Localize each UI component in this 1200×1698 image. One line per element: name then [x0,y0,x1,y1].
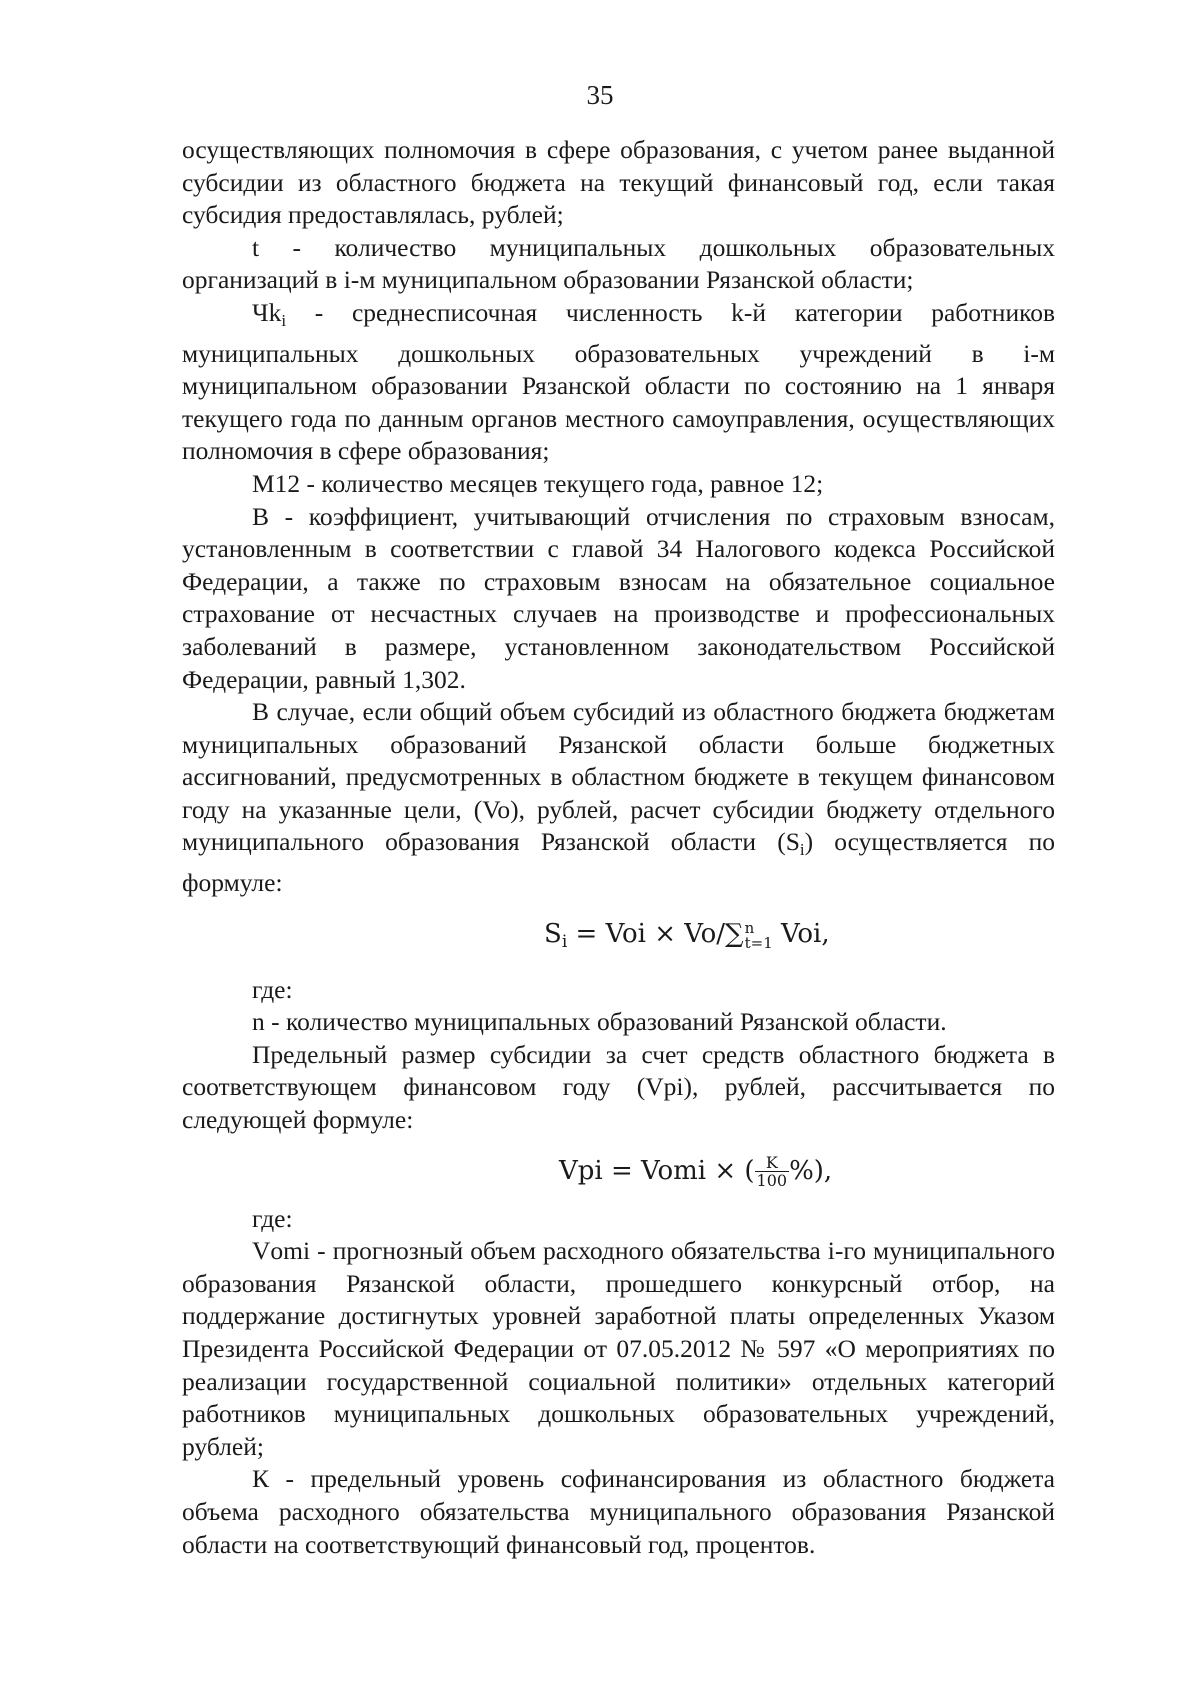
fraction-denominator: 100 [756,1171,788,1191]
formula-1-lhs-subscript: i [561,931,568,952]
paragraph-subsidy-case [182,696,1055,900]
sum-limits [744,918,773,952]
paragraph-m12-definition: М12 - количество месяцев текущего года, равное 12; [252,468,824,498]
chk-subscript: i [281,310,287,330]
subsidy-case-text: В случае, если общий объем субсидий из областного бюджета бюджетам муниципальных образований Рязанской области больше бюджетных ассигнований, предусмотренных в областном бюджете в текущем финансовом году на указанные цели, (Vo), рублей, расчет субсидии бюджету отдельного муниципального образования Рязанской области ( [182,697,1055,857]
chk-symbol: Чk [252,297,282,327]
text-body [182,134,1055,1561]
fraction-numerator: K [755,1154,790,1172]
fraction-k-over-100 [755,1154,790,1189]
paragraph-t-definition: t - количество муниципальных дошкольных образовательных организаций в i-м муниципальном образовании Рязанской области; [182,232,1055,295]
paragraph-vomi-definition: Vоmi - прогнозный объем расходного обязательства i-го муниципального образования Рязанской области, прошедшего конкурсный отбор, на поддержание достигнутых уровней заработной платы определенных Указом Президента Российской Федерации от 07.05.2012 № 597 «О мероприятиях по реализации государственной социальной политики» отдельных категорий работников муниципальных дошкольных образовательных учреждений, рублей; [182,1236,1055,1461]
chk-definition-text: - среднесписочная численность k-й категории работников муниципальных дошкольных образовательных учреждений в i-м муниципальном образовании Рязанской области по состоянию на 1 января текущего года по данным органов местного самоуправления, осуществляющих полномочия в сфере образования; [182,297,1055,466]
paragraph-k-definition: К - предельный уровень софинансирования из областного бюджета объема расходного обязательства муниципального образования Рязанской области на соответствующий финансовый год, процентов. [182,1464,1055,1559]
sum-lower-limit: t=1 [744,933,773,952]
paragraph-b-definition: В - коэффициент, учитывающий отчисления по страховым взносам, установленным в соответствии с главой 34 Налогового кодекса Российской Федерации, а также по страховым взносам на обязательное социальное страхование от несчастных случаев на производстве и профессиональных заболеваний в размере, установленном законодательством Российской Федерации, равный 1,302. [182,501,1055,694]
formula-1-middle: = Voi × Vo/ [567,918,726,949]
paragraph-where-1: где: [252,974,293,1004]
formula-limit [182,1151,1055,1191]
sum-upper-limit: n [744,918,755,937]
sum-symbol: ∑ [725,918,744,949]
paragraph-n-definition: n - количество муниципальных образований Рязанской области. [252,1007,947,1037]
page-number: 35 [586,80,614,110]
formula-1-lhs: S [544,918,562,949]
si-inline-symbol: S [785,827,800,857]
formula-1-tail: Voi, [772,918,830,949]
subsidy-case-text-end: ) осуществляется по формуле: [182,827,1055,898]
paragraph-limit-size: Предельный размер субсидии за счет средств областного бюджета в соответствующем финансовом году (Vpi), рублей, рассчитывается по следующей формуле: [182,1039,1055,1135]
paragraph-continuation: осуществляющих полномочия в сфере образования, с учетом ранее выданной субсидии из областного бюджета на текущий финансовый год, если такая субсидия предоставлялась, рублей; [182,135,1055,230]
paragraph-chk-definition [182,297,1055,468]
formula-subsidy [182,914,1055,962]
paragraph-where-2: где: [252,1203,293,1233]
formula-2-lhs: Vpi = Vomi × ( [559,1155,755,1186]
si-inline-subscript: i [799,840,805,860]
formula-2-tail: %), [789,1155,833,1186]
